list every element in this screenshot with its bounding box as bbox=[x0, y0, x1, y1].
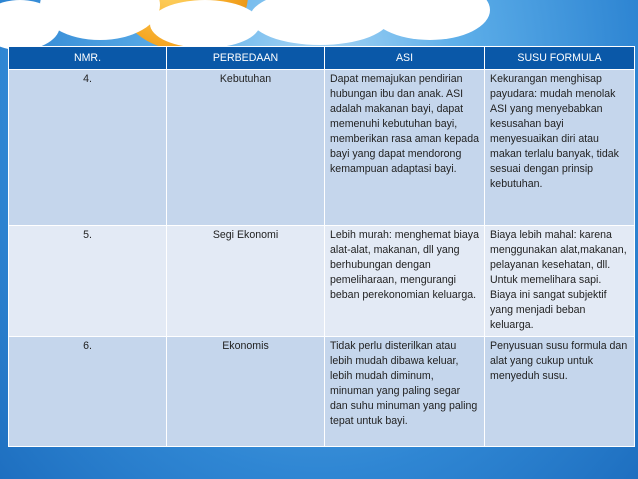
table-row bbox=[9, 337, 635, 447]
cell-nmr: 4. bbox=[9, 70, 167, 226]
cell-perbedaan: Kebutuhan bbox=[167, 70, 325, 226]
table-row bbox=[9, 70, 635, 226]
cell-perbedaan: Ekonomis bbox=[167, 337, 325, 447]
header-nmr: NMR. bbox=[9, 47, 167, 70]
cell-susu-formula: Penyusuan susu formula dan alat yang cukup untuk menyeduh susu. bbox=[485, 337, 635, 447]
comparison-table bbox=[8, 46, 635, 447]
cell-asi: Lebih murah: menghemat biaya alat-alat, makanan, dll yang berhubungan dengan pemeliharaan, mengurangi beban perekonomian keluarga. bbox=[325, 226, 485, 337]
table-header-row bbox=[9, 47, 635, 70]
cell-asi: Dapat memajukan pendirian hubungan ibu dan anak. ASI adalah makanan bayi, dapat memenuhi kebutuhan bayi, memberikan rasa aman kepada bayi yang dapat mendorong kemampuan adaptasi bayi. bbox=[325, 70, 485, 226]
header-susu-formula: SUSU FORMULA bbox=[485, 47, 635, 70]
cell-nmr: 5. bbox=[9, 226, 167, 337]
cell-susu-formula: Kekurangan menghisap payudara: mudah menolak ASI yang menyebabkan kesusahan bayi menyesuaikan diri atau makan terlalu banyak, tidak sesuai dengan prinsip kebutuhan. bbox=[485, 70, 635, 226]
cell-asi: Tidak perlu disterilkan atau lebih mudah dibawa keluar, lebih mudah diminum, minuman yang paling segar dan suhu minuman yang paling tepat untuk bayi. bbox=[325, 337, 485, 447]
cell-nmr: 6. bbox=[9, 337, 167, 447]
header-perbedaan: PERBEDAAN bbox=[167, 47, 325, 70]
table-row bbox=[9, 226, 635, 337]
cell-perbedaan: Segi Ekonomi bbox=[167, 226, 325, 337]
header-asi: ASI bbox=[325, 47, 485, 70]
cell-susu-formula: Biaya lebih mahal: karena menggunakan alat,makanan, pelayanan kesehatan, dll. Untuk memelihara sapi. Biaya ini sangat subjektif yang menjadi beban keluarga. bbox=[485, 226, 635, 337]
cloud-decoration bbox=[150, 0, 260, 48]
